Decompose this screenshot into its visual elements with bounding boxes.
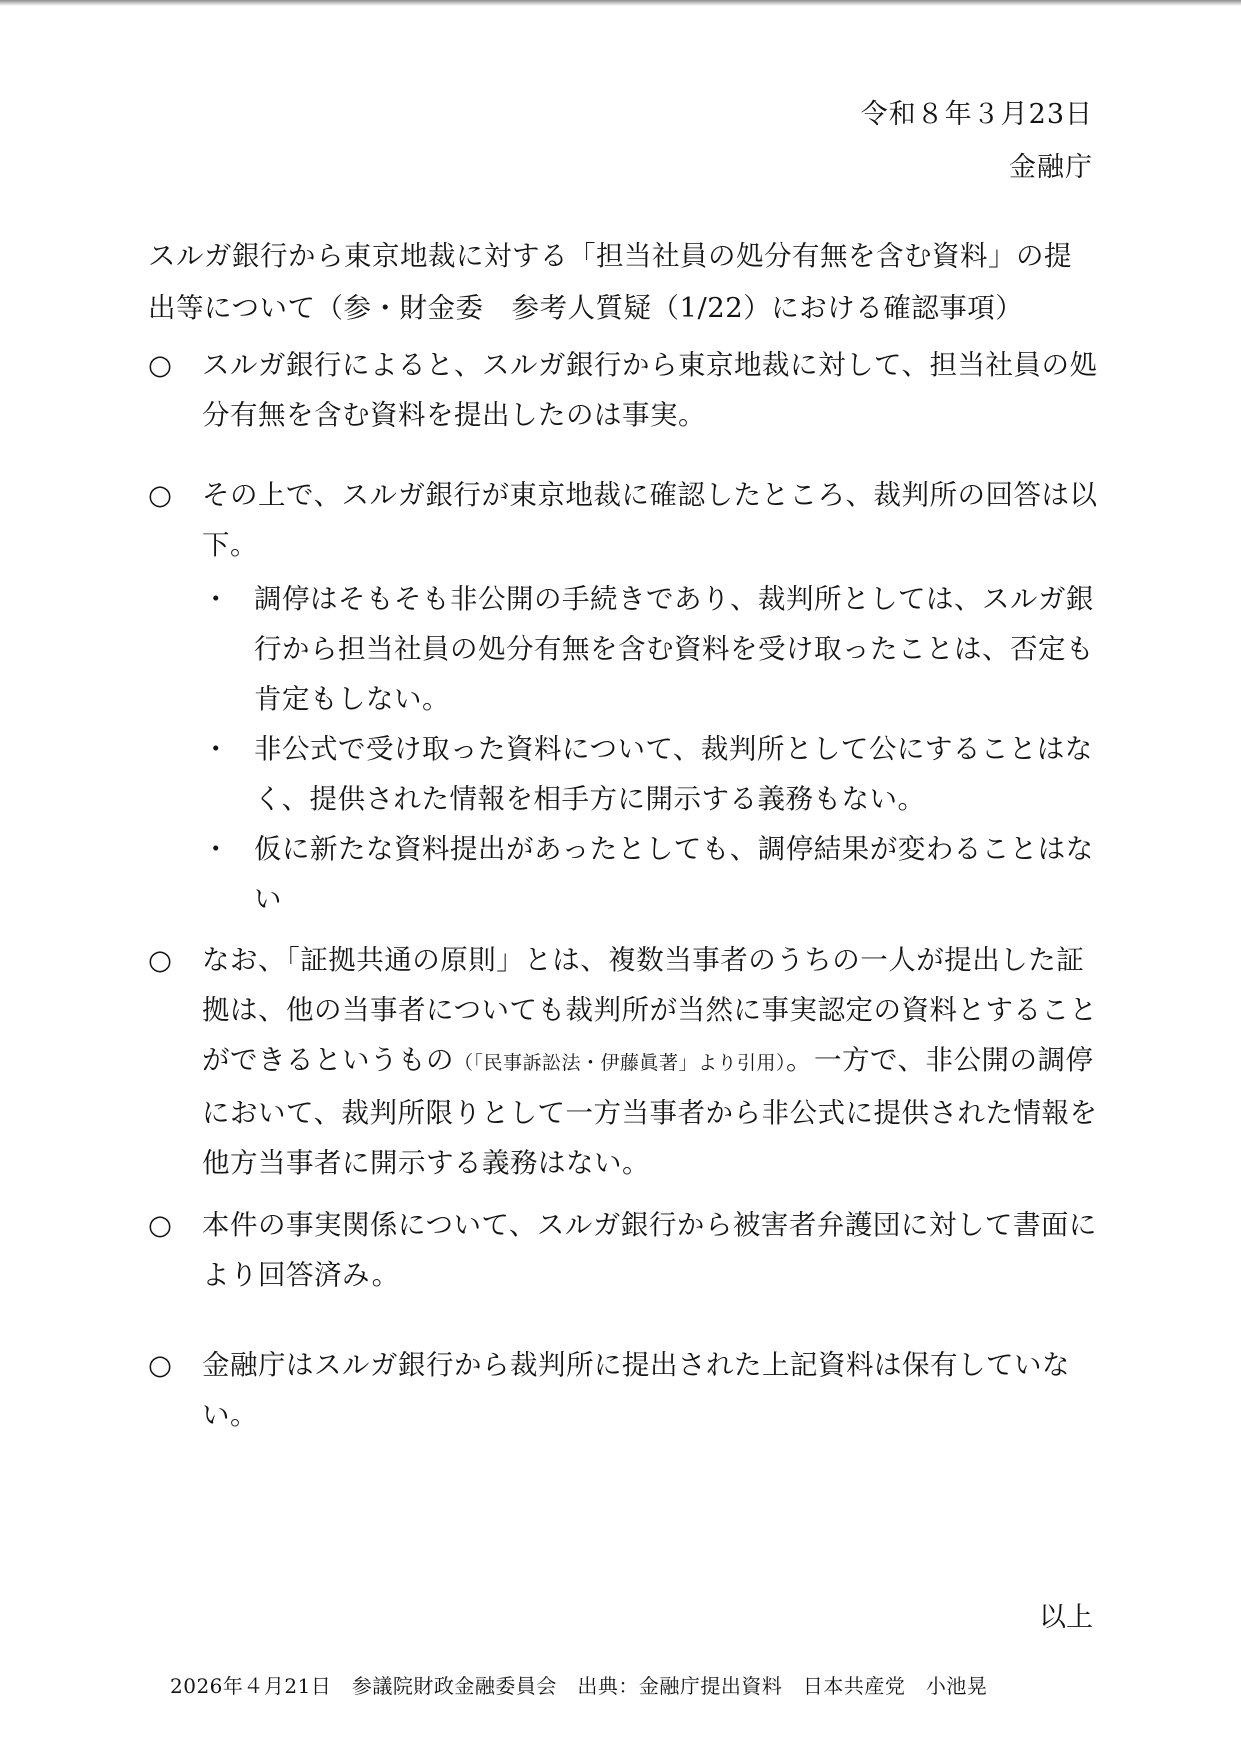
footer-source: 2026年４月21日 参議院財政金融委員会 出典：金融庁提出資料 日本共産党 小池晃 [170,1674,988,1698]
document-title: スルガ銀行から東京地裁に対する「担当社員の処分有無を含む資料」の提出等について（参・財金委 参考人質疑（1/22）における確認事項） [148,240,1072,324]
circle-bullet-icon: ○ [148,349,173,381]
bullet-item-4 [148,1200,1098,1300]
court-answer-1 [202,574,1098,724]
bullet-item-3 [148,935,1098,1188]
scan-edge-artifact [0,0,1241,6]
court-answer-list [202,574,1098,924]
court-answer-3-text: 仮に新たな資料提出があったとしても、調停結果が変わることはない [254,833,1094,915]
court-answer-2-text: 非公式で受け取った資料について、裁判所として公にすることはなく、提供された情報を相手方に開示する義務もない。 [254,733,1093,815]
circle-bullet-icon: ○ [148,944,173,976]
bullet-item-2 [148,470,1098,924]
bullet-item-5 [148,1340,1098,1440]
bullet-item-1-text: スルガ銀行によると、スルガ銀行から東京地裁に対して、担当社員の処分有無を含む資料を提出したのは事実。 [202,349,1098,431]
bullet-item-2-text: その上で、スルガ銀行が東京地裁に確認したところ、裁判所の回答は以下。 [202,479,1098,561]
bullet-item-4-text: 本件の事実関係について、スルガ銀行から被害者弁護団に対して書面により回答済み。 [202,1209,1097,1291]
court-answer-1-text: 調停はそもそも非公開の手続きであり、裁判所としては、スルガ銀行から担当社員の処分有無を含む資料を受け取ったことは、否定も肯定もしない。 [254,583,1094,715]
issuing-agency: 金融庁 [1009,152,1093,183]
evidence-principle-text: なお、「証拠共通の原則」とは、複数当事者のうちの一人が提出した証拠は、他の当事者についても裁判所が当然に事実認定の資料とすることができるというもの [202,944,1098,1076]
bullet-item-1 [148,340,1098,440]
circle-bullet-icon: ○ [148,1349,173,1381]
court-answer-2 [202,724,1098,824]
circle-bullet-icon: ○ [148,1209,173,1241]
dot-bullet-icon: ・ [202,733,230,765]
citation: （「民事訴訟法・伊藤眞著」より引用） [454,1052,787,1074]
dot-bullet-icon: ・ [202,833,230,865]
mediation-text: 。一方で、非公開の調停において、裁判所限りとして一方当事者から非公式に提供された情報を他方当事者に開示する義務はない。 [202,1044,1098,1179]
circle-bullet-icon: ○ [148,479,173,511]
court-answer-3 [202,824,1098,924]
bullet-item-5-text: 金融庁はスルガ銀行から裁判所に提出された上記資料は保有していない。 [202,1349,1070,1431]
bullet-item-3-text [202,935,1098,1188]
document-date: 令和８年３月23日 [860,99,1093,130]
closing-mark: 以上 [1039,1602,1093,1633]
dot-bullet-icon: ・ [202,583,230,615]
